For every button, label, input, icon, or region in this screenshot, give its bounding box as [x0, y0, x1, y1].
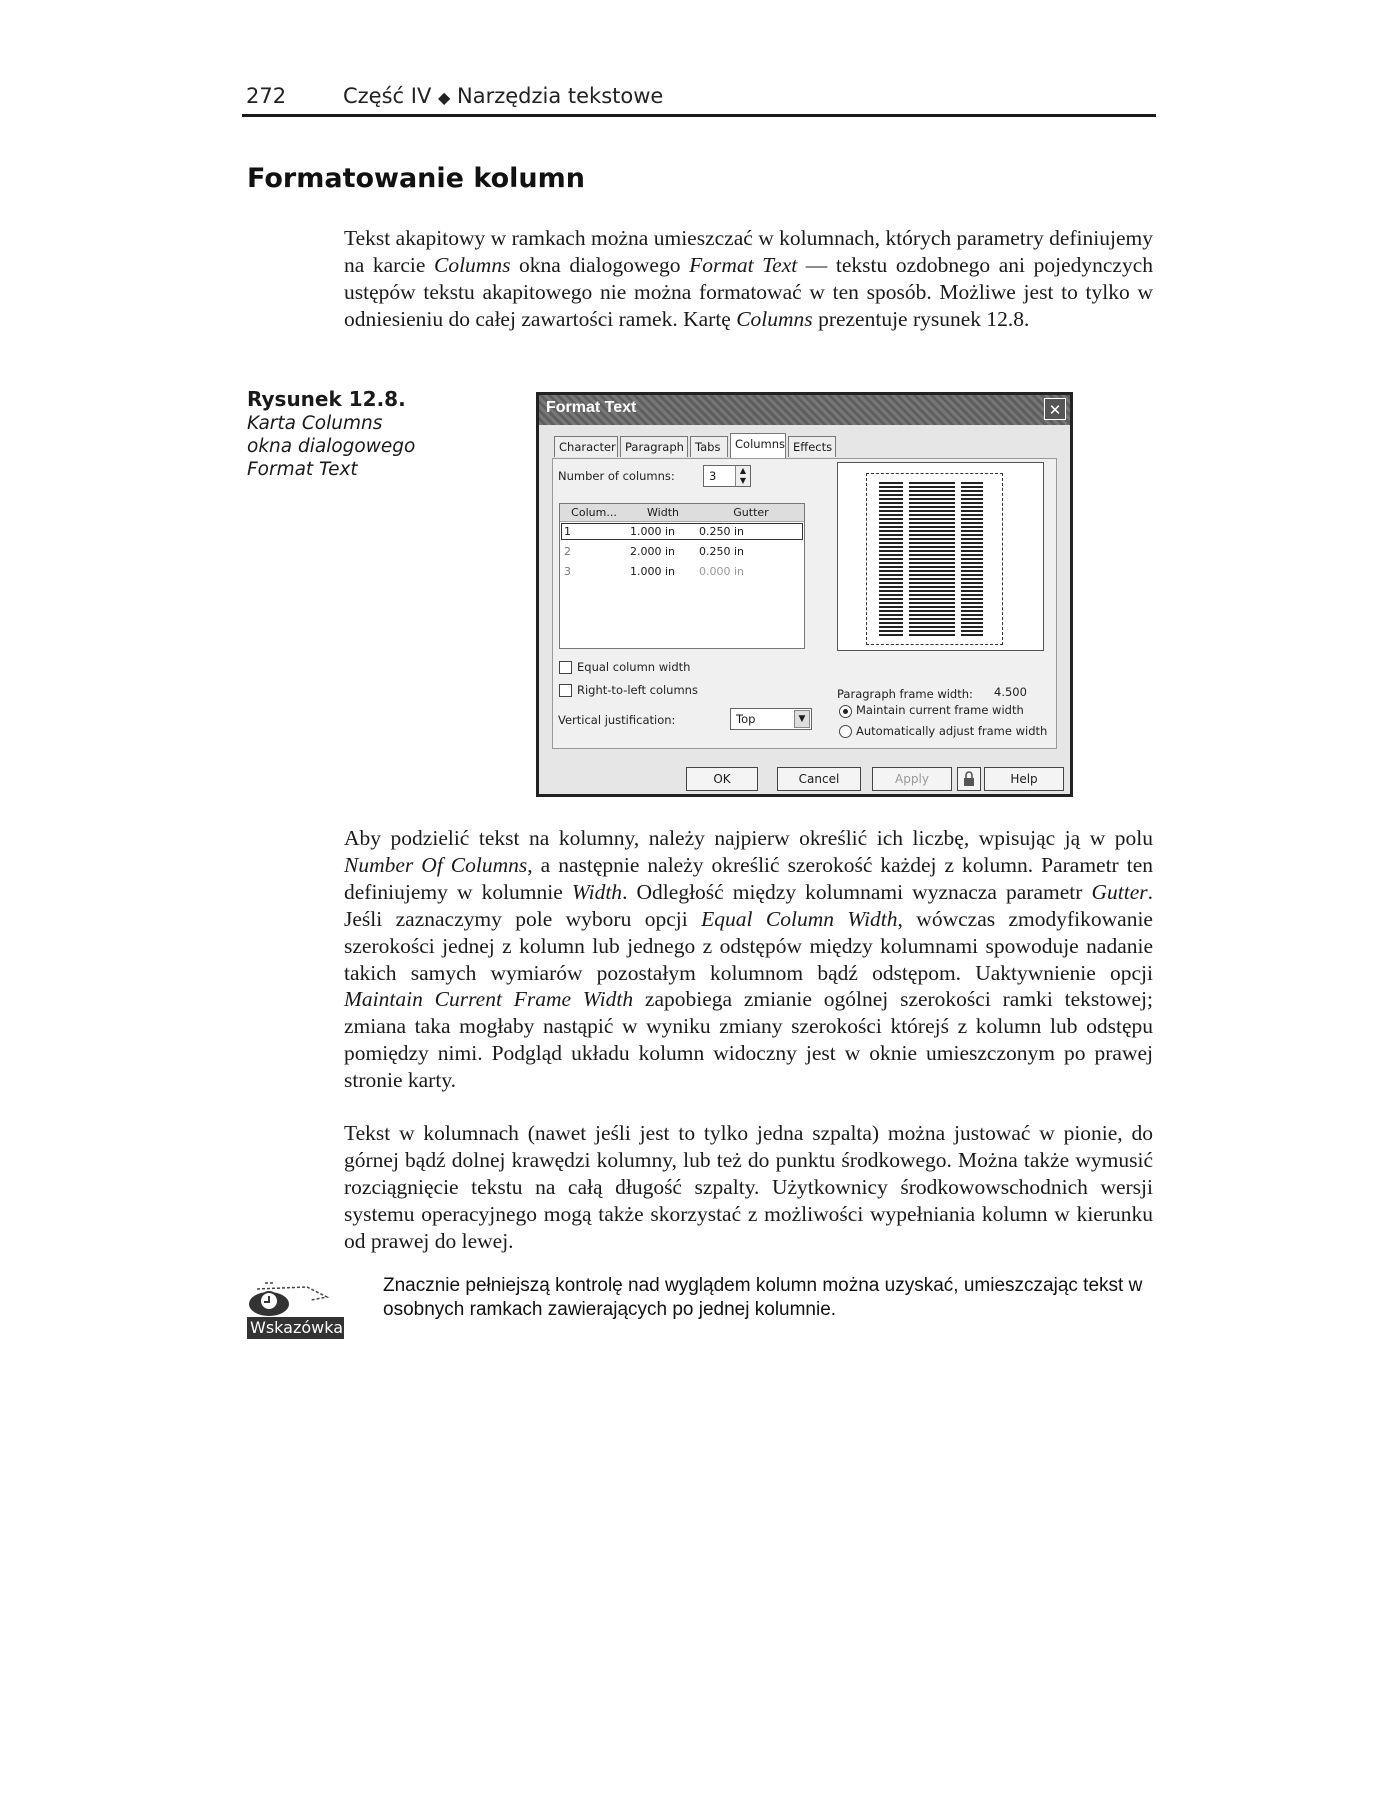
right-to-left-label[interactable]: Right-to-left columns: [577, 683, 698, 697]
maintain-frame-width-label[interactable]: Maintain current frame width: [856, 703, 1024, 717]
vertical-justification-value: Top: [736, 712, 756, 726]
figure-caption: Rysunek 12.8. Karta Columns okna dialogowego Format Text: [247, 387, 416, 480]
grid-header-column: Colum...: [560, 504, 628, 522]
grid-row-2-col[interactable]: 2: [564, 545, 571, 558]
spin-arrows-icon[interactable]: ▲ ▼: [735, 466, 750, 486]
close-button[interactable]: ✕: [1044, 398, 1066, 420]
tip-hint-icon: [247, 1275, 344, 1339]
selected-row-outline: [561, 523, 803, 540]
dialog-title: Format Text: [546, 399, 637, 416]
dialog-titlebar: [539, 395, 1070, 425]
preview-column-1: [879, 482, 903, 637]
paragraph-columns-explanation: Aby podzielić tekst na kolumny, należy najpierw określić ich liczbę, wpisując ją w polu Number Of Columns, a następnie należy określić szerokość każdej z kolumn. Parametr ten definiujemy w kolumnie Width. Odległość między kolumnami wyznacza parametr Gutter. Jeśli zaznaczymy pole wyboru opcji Equal Column Width, wówczas zmodyfikowanie szerokości jednej z kolumn lub jednego z odstępów między kolumnami spowoduje nadanie takich samych wymiarów pozostałym kolumnom bądź odstępom. Uaktywnienie opcji Maintain Current Frame Width zapobiega zmianie ogólnej szerokości ramki tekstowej; zmiana taka mogłaby nastąpić w wyniku zmiany szerokości którejś z kolumn lub odstępu pomiędzy nimi. Podgląd układu kolumn widoczny jest w oknie umieszczonym po prawej stronie karty.: [344, 826, 1153, 1093]
apply-button[interactable]: Apply: [872, 767, 952, 791]
grid-row-2-gutter[interactable]: 0.250 in: [699, 545, 745, 558]
grid-header-gutter: Gutter: [698, 504, 804, 522]
tip-label: Wskazówka: [250, 1318, 344, 1337]
vertical-justification-label: Vertical justification:: [558, 713, 676, 727]
vertical-justification-select[interactable]: [730, 708, 812, 730]
separator-diamond: ◆: [438, 88, 451, 107]
section-label: Narzędzia tekstowe: [457, 84, 664, 108]
number-of-columns-spinner[interactable]: [703, 465, 751, 487]
tab-character[interactable]: Character: [554, 436, 618, 457]
number-of-columns-value: 3: [709, 469, 717, 483]
paragraph-frame-width-label: Paragraph frame width:: [837, 687, 973, 701]
paragraph-frame-width-value: 4.500: [994, 685, 1027, 699]
running-header: [343, 84, 663, 108]
grid-row-1-width[interactable]: 1.000 in: [630, 525, 676, 538]
header-rule: [242, 114, 1156, 117]
grid-row-3-width[interactable]: 1.000 in: [630, 565, 676, 578]
grid-row-1-col[interactable]: 1: [564, 525, 571, 538]
column-preview: [837, 462, 1044, 651]
cancel-button[interactable]: Cancel: [777, 767, 861, 791]
right-to-left-checkbox[interactable]: [559, 684, 572, 697]
preview-column-3: [961, 482, 983, 637]
equal-column-width-label[interactable]: Equal column width: [577, 660, 691, 674]
number-of-columns-label: Number of columns:: [558, 469, 675, 483]
tab-paragraph[interactable]: Paragraph: [620, 436, 688, 457]
equal-column-width-checkbox[interactable]: [559, 661, 572, 674]
ok-button[interactable]: OK: [686, 767, 758, 791]
grid-row-3-col[interactable]: 3: [564, 565, 571, 578]
auto-adjust-frame-width-label[interactable]: Automatically adjust frame width: [856, 724, 1048, 738]
tab-tabs[interactable]: Tabs: [690, 436, 728, 457]
tip-text: Znacznie pełniejszą kontrolę nad wyglądem kolumn można uzyskać, umieszczając tekst w osobnych ramkach zawierających po jednej kolumnie.: [383, 1275, 1143, 1320]
grid-row-1-gutter[interactable]: 0.250 in: [699, 525, 745, 538]
lock-icon[interactable]: [957, 767, 981, 791]
page-number: 272: [246, 84, 287, 108]
section-heading: Formatowanie kolumn: [247, 163, 585, 194]
maintain-frame-width-radio[interactable]: [839, 705, 852, 718]
paragraph-intro: Tekst akapitowy w ramkach można umieszczać w kolumnach, których parametry definiujemy na karcie Columns okna dialogowego Format Text — tekstu ozdobnego ani pojedynczych ustępów tekstu akapitowego nie można formatować w ten sposób. Możliwe jest to tylko w odniesieniu do całej zawartości ramek. Kartę Columns prezentuje rysunek 12.8.: [344, 226, 1154, 331]
auto-adjust-frame-width-radio[interactable]: [839, 725, 852, 738]
chevron-down-icon[interactable]: ▼: [794, 710, 810, 728]
preview-column-2: [909, 482, 955, 637]
columns-grid[interactable]: [559, 503, 805, 649]
grid-row-2-width[interactable]: 2.000 in: [630, 545, 676, 558]
help-button[interactable]: Help: [984, 767, 1064, 791]
preview-frame: [866, 473, 1003, 645]
format-text-dialog: [536, 392, 1073, 797]
grid-row-3-gutter[interactable]: 0.000 in: [699, 565, 745, 578]
grid-header-width: Width: [628, 504, 698, 522]
figure-label: Rysunek 12.8.: [247, 387, 406, 411]
tab-columns[interactable]: Columns: [730, 433, 786, 458]
tab-effects[interactable]: Effects: [788, 436, 836, 457]
part-label: Część IV: [343, 84, 432, 108]
paragraph-vertical-justification: Tekst w kolumnach (nawet jeśli jest to tylko jedna szpalta) można justować w pionie, do górnej bądź dolnej krawędzi kolumny, lub też do punktu środkowego. Można także wymusić rozciągnięcie tekstu na całą długość szpalty. Użytkownicy środkowowschodnich wersji systemu operacyjnego mogą także skorzystać z możliwości wypełniania kolumn w kierunku od prawej do lewej.: [344, 1121, 1153, 1253]
